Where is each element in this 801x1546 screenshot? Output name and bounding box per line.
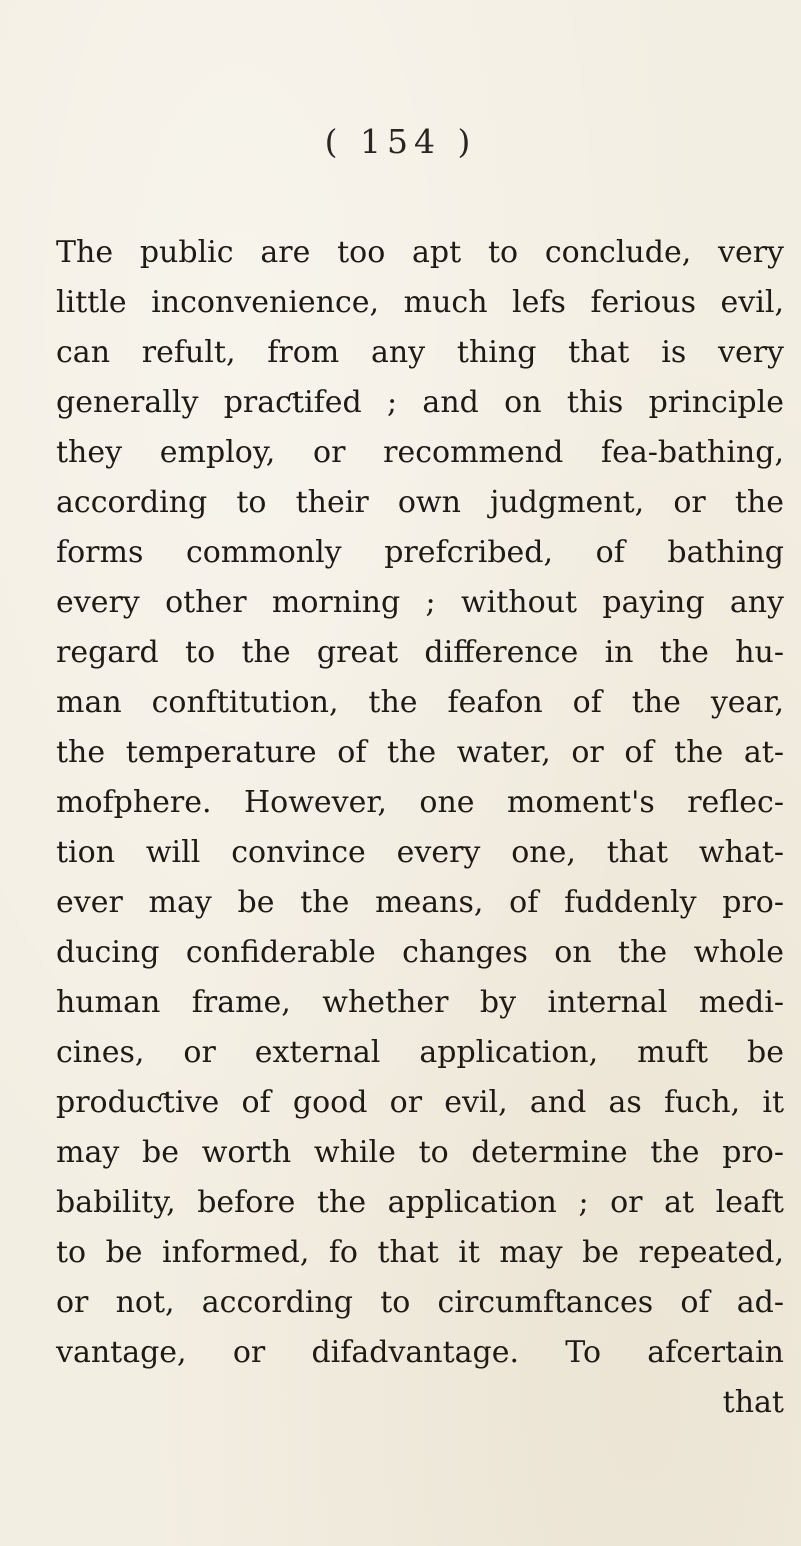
text-line: tion will convince every one, that what-: [56, 835, 784, 870]
text-line: bability, before the application ; or at leaft: [56, 1185, 784, 1220]
text-line: regard to the great difference in the hu-: [56, 635, 784, 670]
text-line: forms commonly prefcribed, of bathing: [56, 535, 784, 570]
text-line: human frame, whether by internal medi-: [56, 985, 784, 1020]
text-line: ever may be the means, of fuddenly pro-: [56, 885, 784, 920]
text-line: vantage, or difadvantage. To afcertain: [56, 1335, 784, 1370]
text-line: may be worth while to determine the pro-: [56, 1135, 784, 1170]
text-line: to be informed, fo that it may be repeated,: [56, 1235, 784, 1270]
page-number: ( 154 ): [324, 122, 477, 161]
text-line: can refult, from any thing that is very: [56, 335, 784, 370]
text-line: the temperature of the water, or of the at-: [56, 735, 784, 770]
text-line: little inconvenience, much lefs ferious evil,: [56, 285, 784, 320]
text-line: according to their own judgment, or the: [56, 485, 784, 520]
catchword: that: [722, 1385, 784, 1420]
text-line: mofphere. However, one moment's reflec-: [56, 785, 784, 820]
text-line: cines, or external application, muft be: [56, 1035, 784, 1070]
text-line: or not, according to circumftances of ad-: [56, 1285, 784, 1320]
text-line: The public are too apt to conclude, very: [56, 235, 784, 270]
text-line: generally praƈtifed ; and on this principle: [56, 385, 784, 420]
text-line: produƈtive of good or evil, and as fuch, it: [56, 1085, 784, 1120]
text-line: ducing confiderable changes on the whole: [56, 935, 784, 970]
text-line: every other morning ; without paying any: [56, 585, 784, 620]
text-line: they employ, or recommend fea-bathing,: [56, 435, 784, 470]
text-line: man conftitution, the feafon of the year,: [56, 685, 784, 720]
